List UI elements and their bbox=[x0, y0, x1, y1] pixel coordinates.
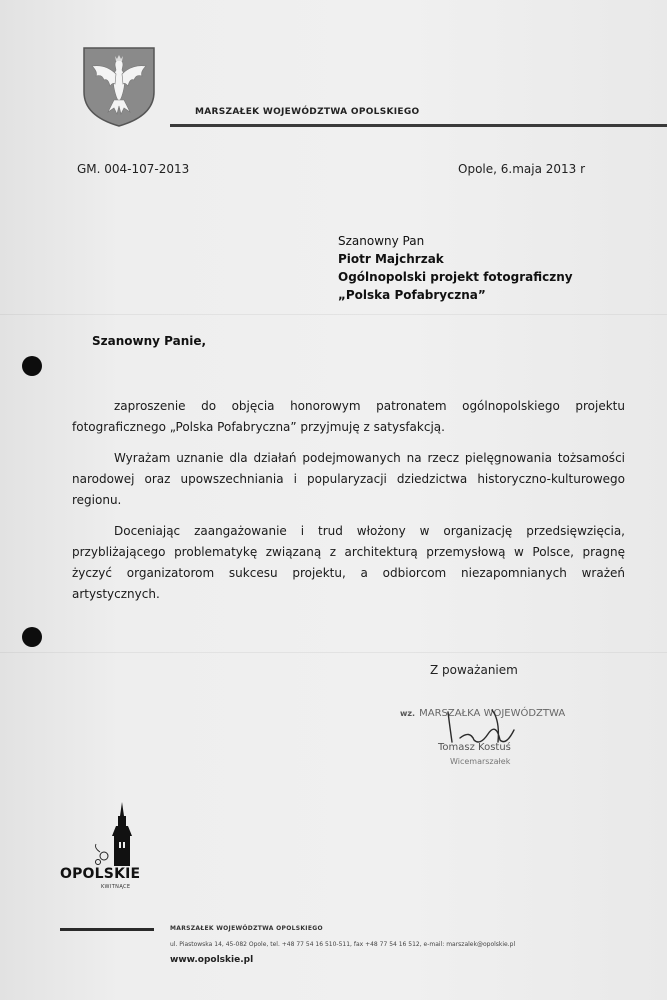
reference-number: GM. 004-107-2013 bbox=[77, 162, 190, 176]
addressee-line: Szanowny Pan bbox=[338, 234, 425, 248]
signature-title: Wicemarszałek bbox=[450, 757, 511, 766]
signature-prefix: wz. bbox=[400, 709, 416, 718]
letter-body bbox=[72, 396, 625, 615]
punch-hole bbox=[22, 627, 42, 647]
body-paragraph: zaproszenie do objęcia honorowym patronatem ogólnopolskiego projektu fotograficznego „Polska Pofabryczna” przyjmuję z satysfakcją. bbox=[72, 399, 625, 434]
footer-website: www.opolskie.pl bbox=[170, 955, 254, 965]
body-paragraph: Doceniając zaangażowanie i trud włożony w organizację przedsięwzięcia, przybliżającego problematykę związaną z architekturą przemysłową w Polsce, pragnę życzyć organizatorom sukcesu projektu, a odbiorcom niezapomnianych wrażeń artystycznych. bbox=[72, 524, 625, 601]
place-date: Opole, 6.maja 2013 r bbox=[458, 162, 586, 176]
addressee-line: Ogólnopolski projekt fotograficzny bbox=[338, 270, 573, 284]
header-institution: MARSZAŁEK WOJEWÓDZTWA OPOLSKIEGO bbox=[195, 107, 420, 117]
closing: Z poważaniem bbox=[430, 663, 518, 677]
paper-fold bbox=[0, 652, 667, 653]
addressee-line: Piotr Majchrzak bbox=[338, 252, 444, 266]
signature-role: MARSZAŁKA WOJEWÓDZTWA bbox=[419, 708, 566, 719]
coat-of-arms-icon bbox=[82, 46, 156, 128]
logo-text: OPOLSKIE bbox=[60, 866, 141, 882]
addressee-block bbox=[338, 232, 573, 304]
signature-name: Tomasz Kostuś bbox=[438, 742, 511, 753]
footer-address: ul. Piastowska 14, 45-082 Opole, tel. +48 77 54 16 510-511, fax +48 77 54 16 512, e-mail: marszalek@opolskie.pl bbox=[170, 941, 516, 948]
logo-subtext: KWITNĄCE bbox=[101, 884, 131, 890]
header-rule bbox=[170, 124, 667, 127]
punch-hole bbox=[22, 356, 42, 376]
body-paragraph: Wyrażam uznanie dla działań podejmowanych na rzecz pielęgnowania tożsamości narodowej oraz upowszechniania i popularyzacji dziedzictwa historyczno-kulturowego regionu. bbox=[72, 451, 625, 507]
addressee-line: „Polska Pofabryczna” bbox=[338, 288, 486, 302]
salutation: Szanowny Panie, bbox=[92, 334, 207, 348]
paper-fold bbox=[0, 314, 667, 315]
footer-rule bbox=[60, 928, 154, 931]
footer-institution: MARSZAŁEK WOJEWÓDZTWA OPOLSKIEGO bbox=[170, 925, 323, 932]
